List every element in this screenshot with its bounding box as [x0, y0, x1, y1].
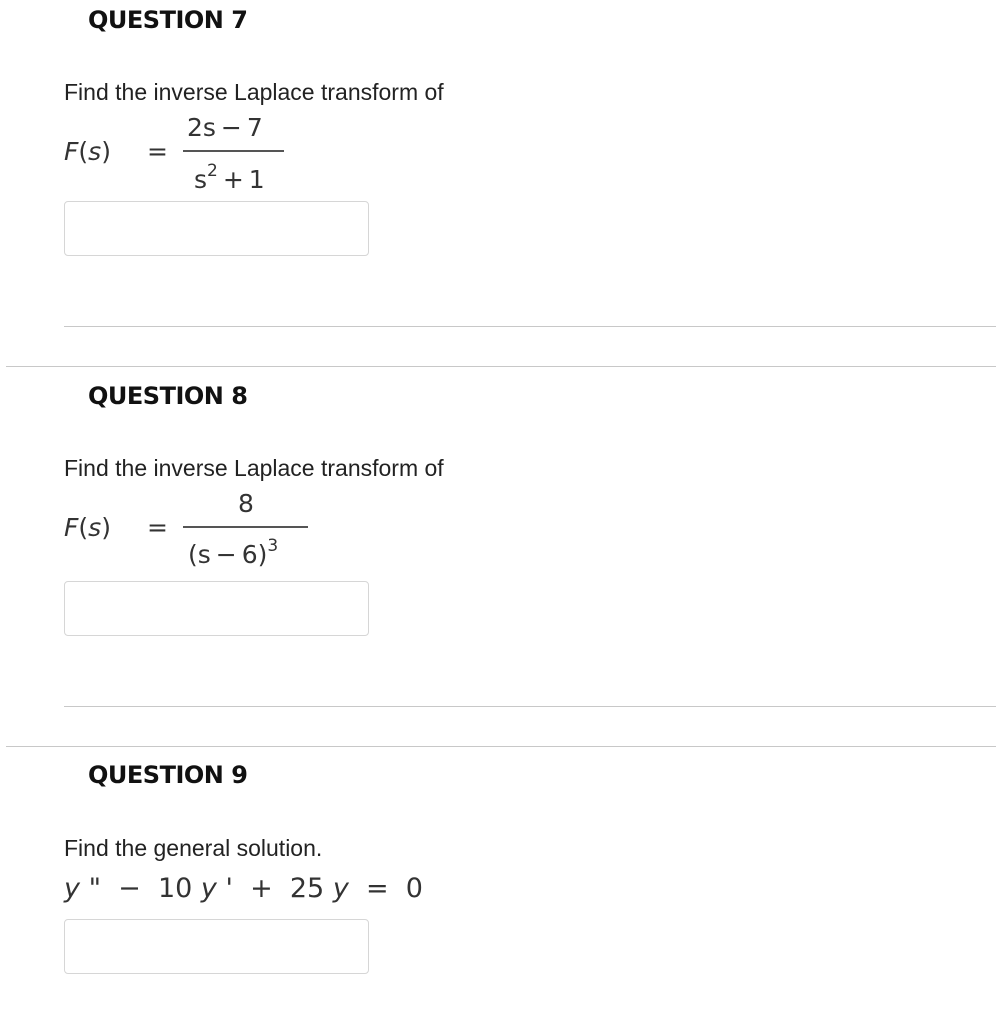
function-name: F	[64, 513, 79, 542]
question-9-prompt: Find the general solution.	[64, 835, 323, 861]
ode-rhs: = 0	[348, 873, 423, 904]
question-8-fraction-bar	[183, 526, 308, 528]
function-name: F	[64, 137, 79, 166]
denominator-rest: + 1	[217, 165, 265, 194]
question-9-title: QUESTION 9	[88, 761, 248, 789]
question-8-outer-divider	[6, 746, 996, 747]
question-9-answer-input[interactable]	[64, 919, 369, 974]
question-7-title: QUESTION 7	[88, 6, 248, 34]
question-7-prompt: Find the inverse Laplace transform of	[64, 79, 444, 105]
question-8-inner-divider	[64, 706, 996, 707]
question-7-answer-input[interactable]	[64, 201, 369, 256]
question-8-denominator	[188, 536, 279, 569]
question-7-equals: =	[147, 137, 168, 166]
ode-plus-term: + 25	[232, 873, 333, 904]
close-paren: )	[101, 137, 111, 166]
question-8-equals: =	[147, 513, 168, 542]
ode-prime: '	[216, 873, 233, 904]
variable-s: s	[88, 513, 102, 542]
open-paren: (	[78, 137, 89, 166]
ode-y: y	[200, 873, 217, 904]
close-paren: )	[101, 513, 111, 542]
question-8-title: QUESTION 8	[88, 382, 248, 410]
open-paren: (	[78, 513, 89, 542]
denominator-exponent: 3	[267, 536, 279, 556]
question-7-denominator	[194, 161, 265, 194]
ode-y: y	[64, 873, 80, 904]
question-8-answer-input[interactable]	[64, 581, 369, 636]
question-7-outer-divider	[6, 366, 996, 367]
question-8-prompt: Find the inverse Laplace transform of	[64, 455, 444, 481]
denominator-base: (s − 6)	[188, 540, 268, 569]
question-7-fraction-bar	[183, 150, 284, 152]
question-7-inner-divider	[64, 326, 996, 327]
ode-double-prime: "	[79, 873, 101, 904]
question-8-numerator: 8	[238, 489, 254, 518]
denominator-exponent: 2	[207, 161, 218, 181]
variable-s: s	[88, 137, 102, 166]
ode-y: y	[332, 873, 349, 904]
question-7-numerator: 2s − 7	[187, 113, 263, 142]
ode-minus-term: − 10	[101, 873, 201, 904]
question-7-lhs	[64, 137, 111, 166]
denominator-base: s	[194, 165, 208, 194]
question-9-equation	[64, 873, 423, 904]
question-8-lhs	[64, 513, 111, 542]
